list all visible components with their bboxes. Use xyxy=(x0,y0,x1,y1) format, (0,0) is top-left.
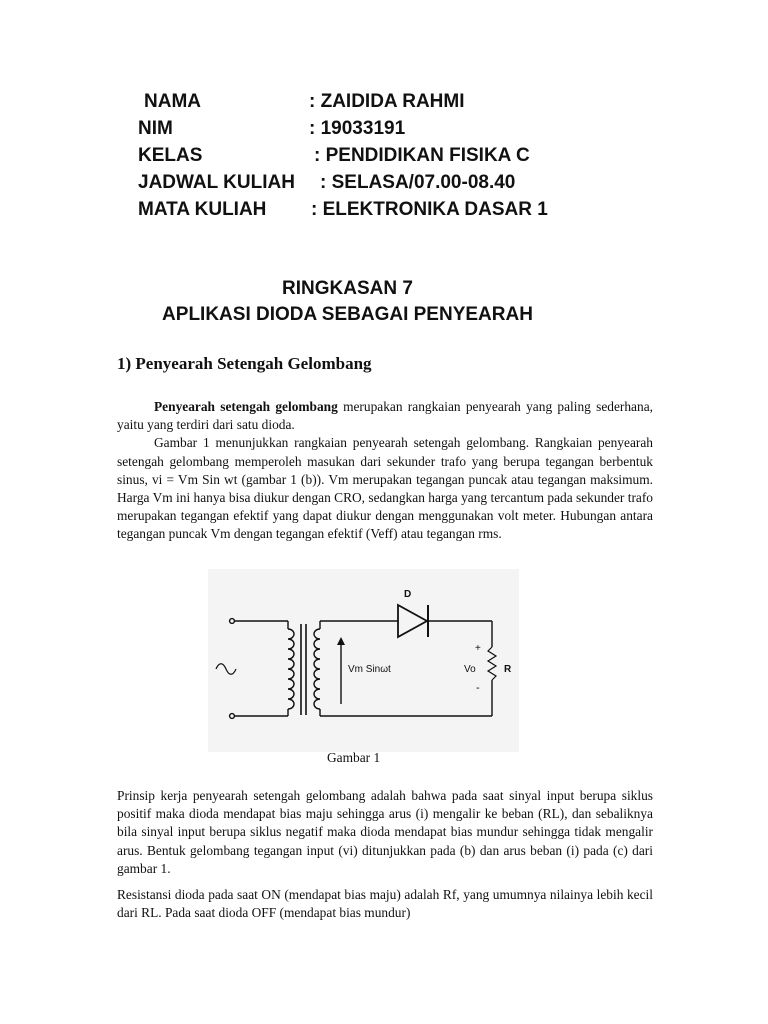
terminal-icon xyxy=(230,714,235,719)
minus-label: - xyxy=(476,682,480,694)
paragraph-working-principle xyxy=(117,787,653,878)
arrow-up-icon xyxy=(337,637,345,645)
terminal-icon xyxy=(230,619,235,624)
document-title-line2: APLIKASI DIODA SEBAGAI PENYEARAH xyxy=(162,304,533,325)
header-value: : ZAIDIDA RAHMI xyxy=(309,91,465,112)
header-label: NAMA xyxy=(144,91,201,112)
document-title-line1: RINGKASAN 7 xyxy=(282,278,413,299)
paragraph-text: Prinsip kerja penyearah setengah gelombang adalah bahwa pada saat sinyal input berupa siklus positif maka dioda mendapat bias maju sehingga arus (i) mengalir ke beban (RL), dan sebaliknya bila sinyal input berupa siklus negatif maka dioda mendapat bias mundur sehingga tidak mengalir arus. Bentuk gelombang tegangan input (vi) ditunjukkan pada (b) dan arus beban (i) pada (c) dari gambar 1. xyxy=(117,788,653,876)
diode-label: D xyxy=(404,589,412,600)
plus-label: + xyxy=(475,643,481,654)
half-wave-rectifier-diagram xyxy=(208,569,519,752)
output-voltage-label: Vo xyxy=(464,664,476,675)
header-value: : ELEKTRONIKA DASAR 1 xyxy=(311,199,548,220)
paragraph-figure-description: Gambar 1 menunjukkan rangkaian penyearah setengah gelombang. Rangkaian penyearah setengah gelombang memperoleh masukan dari sekunder trafo yang berupa tegangan berbentuk sinus, vi = Vm Sin wt (gambar 1 (b)). Vm merupakan tegangan puncak atau tegangan maksimum. Harga Vm ini hanya bisa diukur dengan CRO, sedangkan harga yang tercantum pada sekunder trafo merupakan tegangan efektif yang dapat diukur dengan menggunakan volt meter. Hubungan antara tegangan puncak Vm dengan tegangan efektif (Veff) atau tegangan rms. xyxy=(117,435,653,542)
header-label: KELAS xyxy=(138,145,203,166)
header-label: JADWAL KULIAH xyxy=(138,172,295,193)
section-heading: 1) Penyearah Setengah Gelombang xyxy=(117,354,372,373)
paragraph-text: merupakan rangkaian penyearah yang paling sederhana, yaitu yang terdiri dari satu dioda. xyxy=(117,399,653,433)
circuit-figure xyxy=(208,569,519,752)
bold-term: Penyearah setengah gelombang xyxy=(154,399,338,414)
header-value: : SELASA/07.00-08.40 xyxy=(320,172,516,193)
ac-source-icon xyxy=(216,664,236,675)
paragraph-definition xyxy=(117,398,653,434)
diode-icon xyxy=(398,605,427,637)
intro-paragraphs xyxy=(117,398,653,544)
paragraph-resistance xyxy=(117,886,653,922)
header-value: : PENDIDIKAN FISIKA C xyxy=(314,145,530,166)
header-label: MATA KULIAH xyxy=(138,199,267,220)
header-value: : 19033191 xyxy=(309,118,406,139)
resistor-label: R xyxy=(504,664,512,675)
source-voltage-label: Vm Sinωt xyxy=(348,664,391,675)
figure-caption: Gambar 1 xyxy=(327,750,381,765)
paragraph-text: Resistansi dioda pada saat ON (mendapat bias maju) adalah Rf, yang umumnya nilainya lebih kecil dari RL. Pada saat dioda OFF (mendapat bias mundur) xyxy=(117,887,653,921)
header-label: NIM xyxy=(138,118,173,139)
